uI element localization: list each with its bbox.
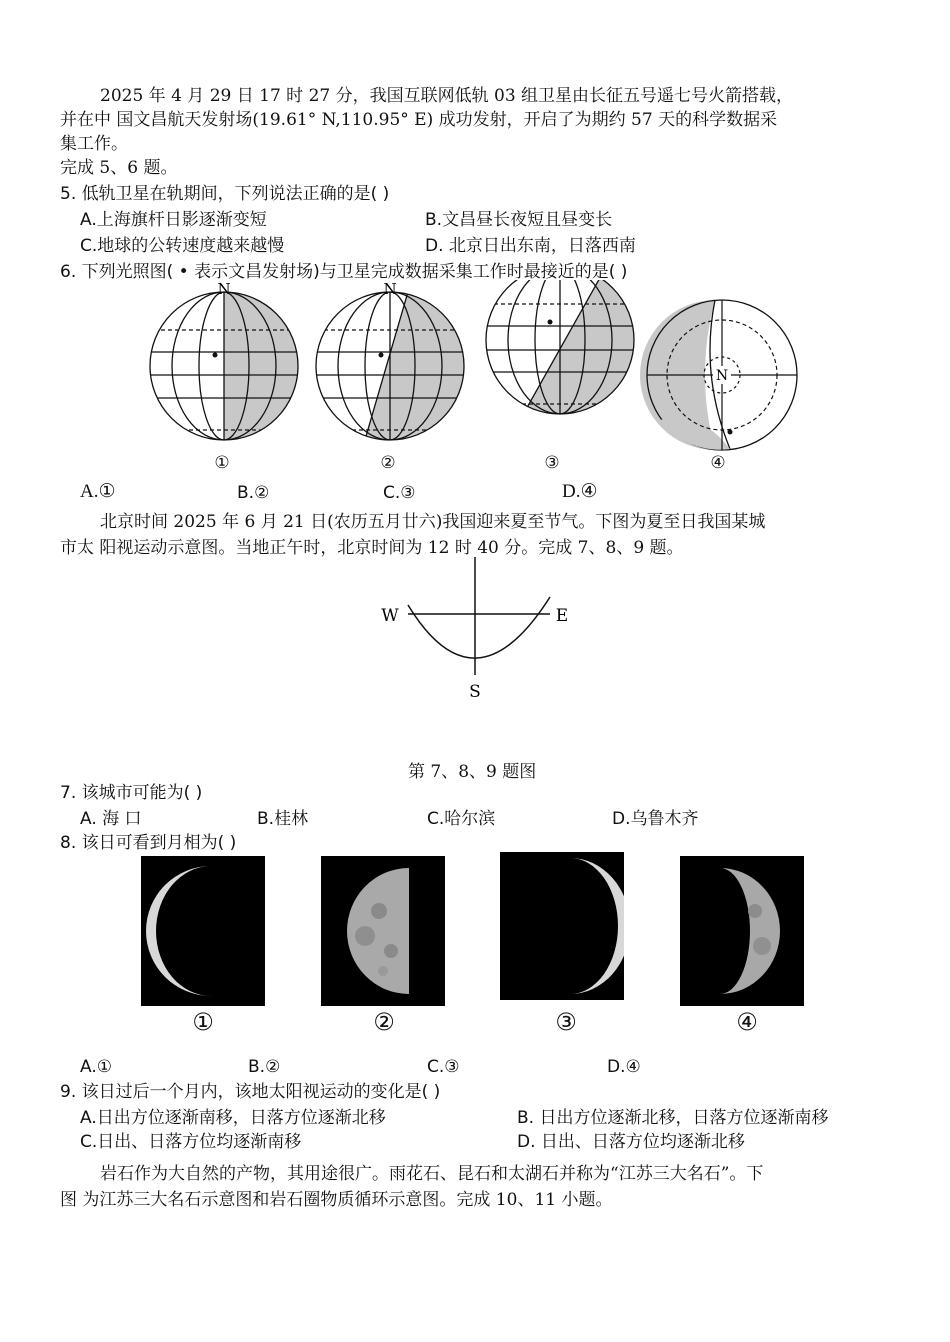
q8-moon-number-1: ① — [192, 1008, 214, 1036]
globe-4-n-label: N — [715, 368, 729, 384]
q6-diagram-number-4: ④ — [710, 453, 726, 473]
q6-option-a[interactable]: A.① — [80, 481, 116, 502]
sun-path-diagram — [370, 555, 580, 705]
q7-option-c[interactable]: C.哈尔滨 — [427, 809, 496, 829]
q6-stem: 6. 下列光照图( • 表示文昌发射场)与卫星完成数据采集工作时最接近的是( ) — [60, 262, 628, 282]
illumination-diagrams — [140, 280, 810, 455]
q9-stem: 9. 该日过后一个月内，该地太阳视运动的变化是( ) — [60, 1082, 441, 1102]
q5-option-b[interactable]: B.文昌昼长夜短且昼变长 — [425, 210, 613, 230]
q9-option-c[interactable]: C.日出、日落方位均逐渐南移 — [80, 1132, 302, 1152]
q8-option-b[interactable]: B.② — [248, 1057, 281, 1077]
globe-1 — [140, 280, 314, 455]
sun-path-curve — [408, 597, 550, 658]
q8-option-a[interactable]: A.① — [80, 1057, 112, 1077]
intro-line-1: 2025 年 4 月 29 日 17 时 27 分，我国互联网低轨 03 组卫星由长征五号遥七号火箭搭载， — [100, 86, 794, 106]
q9-option-d[interactable]: D. 日出、日落方位均逐渐北移 — [517, 1132, 745, 1152]
intro2-line-1: 北京时间 2025 年 6 月 21 日(农历五月廿六)我国迎来夏至节气。下图为夏至日我国某城 — [100, 512, 766, 532]
globe-4-wenchang-dot — [728, 430, 733, 435]
q8-stem: 8. 该日可看到月相为( ) — [60, 833, 237, 853]
east-label: E — [555, 606, 569, 626]
q5-option-d[interactable]: D. 北京日出东南，日落西南 — [425, 236, 636, 256]
q8-option-c[interactable]: C.③ — [427, 1057, 460, 1077]
q7-option-a[interactable]: A. 海 口 — [80, 809, 142, 829]
moon-phase-1 — [141, 856, 265, 1006]
q8-moon-number-3: ③ — [555, 1008, 577, 1036]
sun-diagram-caption: 第 7、8、9 题图 — [408, 762, 537, 782]
intro2-line-2: 市太 阳视运动示意图。当地正午时，北京时间为 12 时 40 分。完成 7、8、9 题。 — [60, 538, 684, 558]
q8-option-d[interactable]: D.④ — [607, 1057, 641, 1077]
intro-line-4: 完成 5、6 题。 — [60, 158, 178, 178]
intro3-line-1: 岩石作为大自然的产物，其用途很广。雨花石、昆石和太湖石并称为“江苏三大名石”。下 — [100, 1164, 764, 1184]
intro-line-3: 集工作。 — [60, 134, 128, 154]
q6-diagram-number-1: ① — [214, 453, 230, 473]
moon-phase-3 — [500, 852, 624, 1000]
globe-1-n-label: N — [217, 280, 231, 298]
q7-option-b[interactable]: B.桂林 — [257, 809, 309, 829]
moon-phase-2 — [321, 856, 445, 1006]
west-label: W — [381, 606, 399, 626]
q5-option-c[interactable]: C.地球的公转速度越来越慢 — [80, 236, 285, 256]
q6-option-c[interactable]: C.③ — [383, 483, 416, 503]
q8-moon-number-4: ④ — [736, 1008, 758, 1036]
q9-option-a[interactable]: A.日出方位逐渐南移，日落方位逐渐北移 — [80, 1108, 386, 1128]
q9-option-b[interactable]: B. 日出方位逐渐北移，日落方位逐渐南移 — [517, 1108, 829, 1128]
q5-stem: 5. 低轨卫星在轨期间，下列说法正确的是( ) — [60, 184, 390, 204]
globe-2-wenchang-dot — [379, 353, 384, 358]
globe-4-polar — [640, 300, 797, 450]
moon-phase-4 — [680, 856, 804, 1006]
q7-stem: 7. 该城市可能为( ) — [60, 783, 203, 803]
intro3-line-2: 图 为江苏三大名石示意图和岩石圈物质循环示意图。完成 10、11 小题。 — [60, 1190, 613, 1210]
q6-option-d[interactable]: D.④ — [562, 481, 598, 502]
globe-1-wenchang-dot — [213, 353, 218, 358]
intro-line-2: 并在中 国文昌航天发射场(19.61° N,110.95° E) 成功发射，开启了为期约 57 天的科学数据采 — [60, 110, 778, 130]
q6-option-b[interactable]: B.② — [237, 483, 270, 503]
globe-3 — [480, 280, 650, 420]
globe-3-wenchang-dot — [548, 320, 553, 325]
q6-diagram-number-2: ② — [380, 453, 396, 473]
globe-2-n-label: N — [383, 280, 397, 298]
globe-2-night-side — [362, 285, 470, 450]
south-label: S — [469, 682, 481, 702]
q5-option-a[interactable]: A.上海旗杆日影逐渐变短 — [80, 210, 267, 230]
q7-option-d[interactable]: D.乌鲁木齐 — [612, 809, 699, 829]
globe-2 — [310, 280, 470, 450]
q8-moon-number-2: ② — [373, 1008, 395, 1036]
q6-diagram-number-3: ③ — [544, 453, 560, 473]
